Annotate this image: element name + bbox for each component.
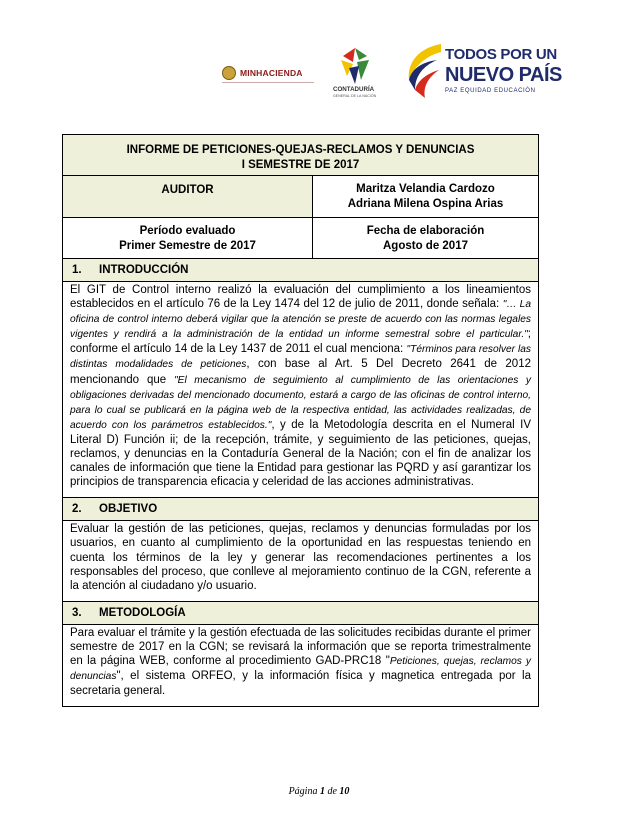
introduccion-text — [63, 282, 539, 498]
title-line1: INFORME DE PETICIONES-QUEJAS-RECLAMOS Y DENUNCIAS — [126, 144, 475, 156]
intro-quote3: "El mecanismo de seguimiento al cumplimiento de las orientaciones y obligaciones derivadas del mencionado documento, estará a cargo de las oficinas de control interno, para lo cual se publicará en la página web de la respectiva entidad, las actividades realizadas, de acuerdo con los parámetros establecidos." — [70, 374, 531, 431]
fecha-label: Fecha de elaboración — [366, 225, 485, 237]
coat-of-arms-icon — [222, 66, 236, 80]
metodologia-text — [63, 624, 539, 706]
section-heading-objetivo — [63, 498, 539, 521]
contaduria-subtitle: GENERAL DE LA NACIÓN — [333, 94, 377, 98]
intro-part1: El GIT de Control interno realizó la evaluación del cumplimiento a los lineamientos establecidos en el artículo 76 de la Ley 1474 del 12 de julio de 2011, donde señala: — [70, 284, 531, 311]
contaduria-emblem-icon — [333, 46, 377, 86]
periodo-value: Primer Semestre de 2017 — [119, 240, 256, 252]
section-number: 2. — [72, 503, 82, 516]
section-title: OBJETIVO — [99, 503, 158, 516]
slogan-line3: PAZ EQUIDAD EDUCACIÓN — [445, 88, 536, 94]
section-title: INTRODUCCIÓN — [99, 264, 189, 276]
slogan-line1: TODOS POR UN — [445, 46, 557, 63]
auditor-names — [313, 176, 539, 218]
intro-part4: , y de la Metodología descrita en el Numeral IV Literal D) Función ii; de la recepción, trámite, y seguimiento de las peticiones, quejas, reclamos, y denuncias en la Contaduría General de la Nación; con el fin de analizar los canales de información que tiene la Entidad para gestionar las PQRD y así garantizar los principios de transparencia eficacia y celeridad de las acciones administrativas. — [70, 418, 531, 489]
report-title — [63, 135, 539, 176]
auditor-name-2: Adriana Milena Ospina Arias — [347, 198, 504, 210]
slogan-line2: NUEVO PAÍS — [445, 64, 562, 86]
objetivo-text: Evaluar la gestión de las peticiones, quejas, reclamos y denuncias formuladas por los usuarios, en cuanto al cumplimiento de la oportunidad en las respuestas teniendo en cuenta los términos de la ley y generar las recomendaciones pertinentes a los responsables del proceso, que conlleve al mejoramiento continuo de la CGN, referente a la atención al ciudadano y/o usuario. — [63, 521, 539, 601]
intro-quote2: "Términos para resolver las distintas modalidades de peticiones — [70, 344, 531, 371]
auditor-label: AUDITOR — [63, 176, 313, 218]
page-total: 10 — [339, 786, 350, 797]
intro-part3: , con base al Art. 5 Del Decreto 2641 de 2012 mencionando que — [70, 358, 531, 386]
section-number: 3. — [72, 606, 82, 619]
minhacienda-text: MINHACIENDA — [240, 68, 303, 78]
page-word: Página — [288, 786, 318, 797]
auditor-name-1: Maritza Velandia Cardozo — [356, 183, 495, 195]
logo-bar — [0, 34, 638, 104]
logo-underline — [222, 82, 314, 83]
metodo-quote1: Peticiones, quejas, reclamos y denuncias — [70, 655, 531, 683]
page-footer — [0, 786, 638, 797]
tricolor-swoosh-icon — [401, 40, 445, 100]
metodo-part2: ", el sistema ORFEO, y la información física y magnetica entregada por la secretaria general. — [70, 670, 531, 698]
section-title: METODOLOGÍA — [99, 606, 186, 619]
fecha-value: Agosto de 2017 — [383, 240, 468, 252]
page-number: 1 — [319, 786, 325, 797]
section-heading-introduccion — [63, 259, 539, 282]
title-line2: I SEMESTRE DE 2017 — [241, 159, 360, 171]
metodo-part1: Para evaluar el trámite y la gestión efectuada de las solicitudes recibidas durante el primer semestre de 2017 en la CGN; se revisará la información que se reporta trimestralmente en la página WEB, conforme al procedimiento GAD-PRC18 " — [70, 626, 531, 667]
periodo-label: Período evaluado — [139, 225, 236, 237]
minhacienda-logo — [222, 66, 303, 80]
of-word: de — [327, 786, 337, 797]
fecha-cell — [313, 218, 539, 259]
contaduria-name: CONTADURÍA — [333, 86, 375, 93]
contaduria-logo — [333, 46, 377, 102]
report-table — [62, 134, 539, 707]
section-number: 1. — [72, 264, 82, 276]
periodo-cell — [63, 218, 313, 259]
todos-por-un-nuevo-pais-logo — [405, 40, 562, 100]
intro-quote1: "… La oficina de control interno deberá vigilar que la atención se preste de acuerdo con las normas legales vigentes y rendirá a la administración de la entidad un informe semestral sobre el particular." — [70, 299, 531, 341]
section-heading-metodologia — [63, 601, 539, 624]
intro-part2: ; conforme el artículo 14 de la Ley 1437 de 2011 el cual menciona: — [70, 328, 531, 356]
